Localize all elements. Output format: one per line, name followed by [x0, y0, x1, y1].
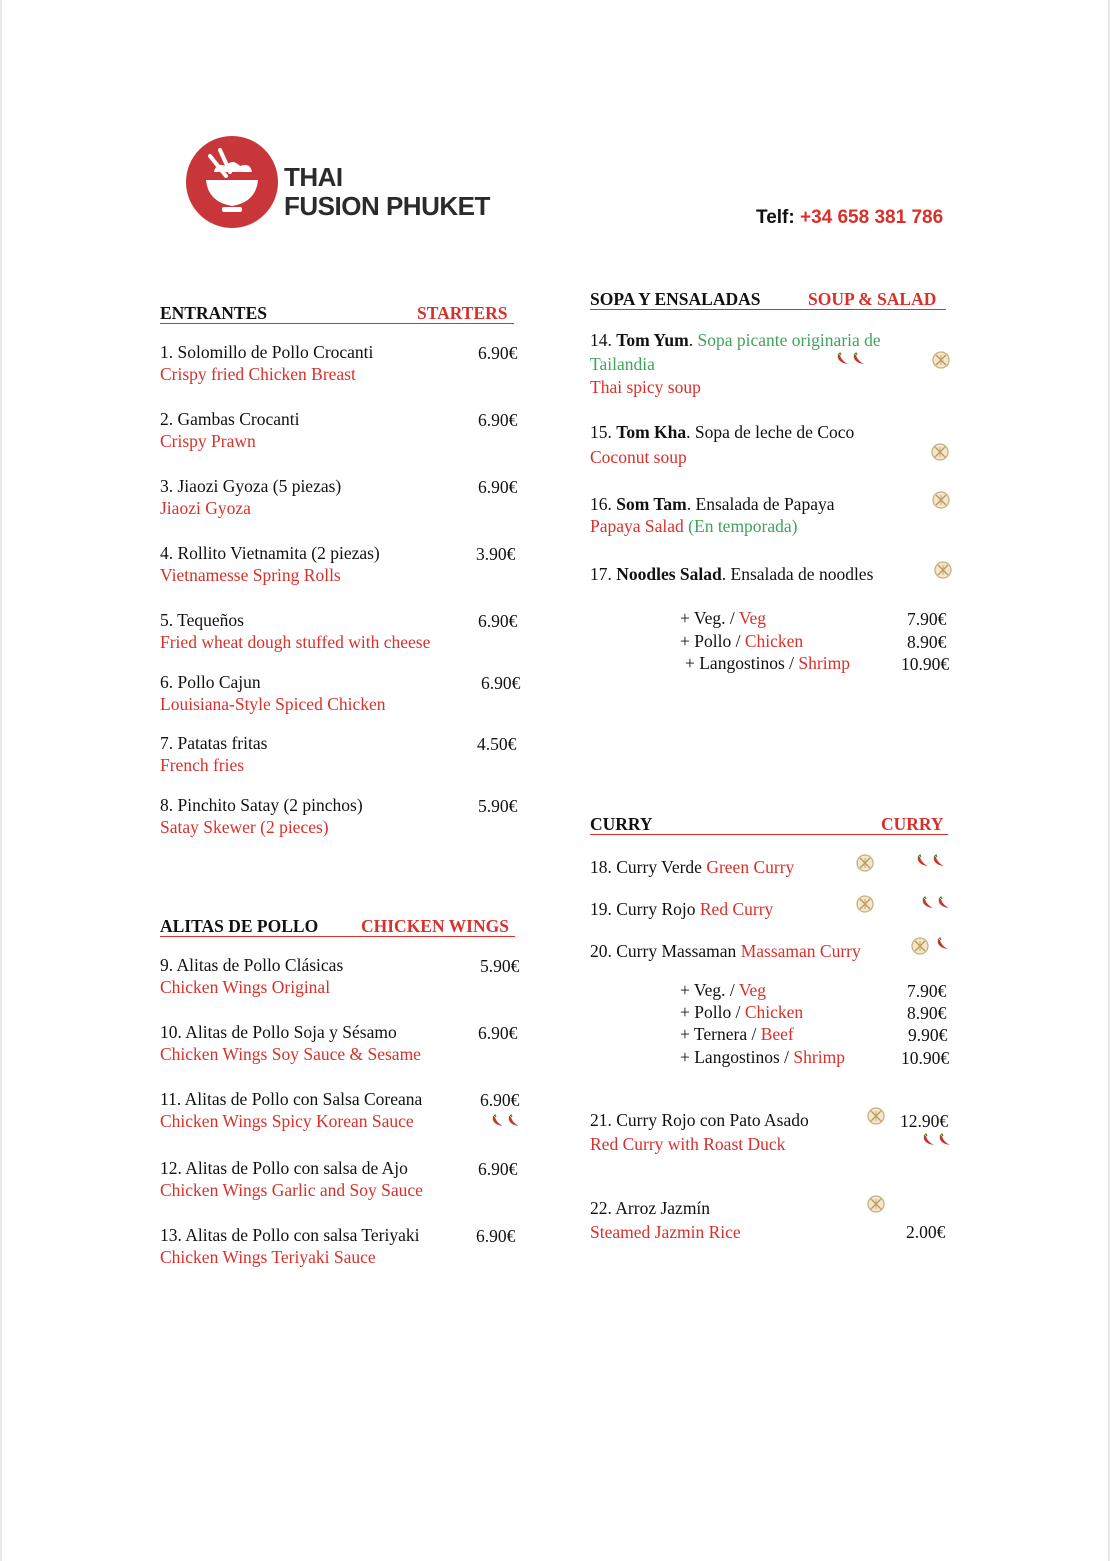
- curry-title-es: CURRY: [590, 814, 653, 834]
- list-item: [160, 1224, 419, 1268]
- item-name-en: Thai spicy soup: [590, 377, 701, 397]
- item-price: 5.90€: [480, 956, 520, 976]
- item-name-es: 22. Arroz Jazmín: [590, 1198, 711, 1218]
- brand-line-1: THAI: [284, 162, 343, 192]
- soup-title-en: SOUP & SALAD: [808, 289, 937, 309]
- chili-icon: [931, 854, 947, 868]
- gluten-free-icon: [866, 1194, 886, 1214]
- list-item: [590, 1197, 741, 1243]
- option-price: 10.90€: [901, 1048, 950, 1068]
- option-price: 8.90€: [907, 632, 947, 652]
- list-item: [160, 732, 267, 776]
- list-item: [160, 408, 299, 452]
- item-name-en: Papaya Salad: [590, 516, 684, 536]
- item-name-en: Satay Skewer (2 pieces): [160, 817, 329, 837]
- item-name-es: 19. Curry Rojo: [590, 899, 700, 919]
- item-name-es: 21. Curry Rojo con Pato Asado: [590, 1110, 809, 1130]
- soup-title-es: SOPA Y ENSALADAS: [590, 289, 761, 309]
- chili-icon: [915, 854, 931, 868]
- item-name-en: Fried wheat dough stuffed with cheese: [160, 632, 431, 652]
- item-note: (En temporada): [688, 516, 798, 536]
- item-price: 5.90€: [478, 796, 518, 816]
- item-name: Som Tam: [616, 494, 687, 514]
- item-name-en: Steamed Jazmin Rice: [590, 1222, 741, 1242]
- item-name-en: Crispy fried Chicken Breast: [160, 364, 356, 384]
- item-en-line: [590, 515, 798, 537]
- gluten-free-icon: [933, 560, 953, 580]
- item-name-es: 3. Jiaozi Gyoza (5 piezas): [160, 476, 342, 496]
- item-name-es: 8. Pinchito Satay (2 pinchos): [160, 795, 363, 815]
- logo: [186, 136, 506, 232]
- brand-line-2: FUSION PHUKET: [284, 191, 490, 221]
- list-item: [160, 341, 373, 385]
- item-name-en: Red Curry: [699, 899, 774, 919]
- item-name-es: 2. Gambas Crocanti: [160, 409, 300, 429]
- item-desc: Sopa picante originaria de: [697, 330, 881, 350]
- option-name-es: + Pollo /: [680, 631, 745, 651]
- item-price: 6.90€: [478, 343, 518, 363]
- list-item: [160, 542, 380, 586]
- list-item: [160, 475, 341, 519]
- list-item: [160, 954, 343, 998]
- item-price: 2.00€: [906, 1222, 946, 1242]
- item-name-en: Red Curry with Roast Duck: [590, 1134, 786, 1154]
- item-price: 4.50€: [477, 734, 517, 754]
- gluten-free-icon: [930, 442, 950, 462]
- option-name-en: Chicken: [744, 1002, 804, 1022]
- item-name-en: Crispy Prawn: [160, 431, 256, 451]
- item-desc: Ensalada de Papaya: [695, 494, 835, 514]
- gluten-free-icon: [855, 894, 875, 914]
- item-price: 6.90€: [478, 1023, 518, 1043]
- item-name: Tom Kha: [616, 422, 687, 442]
- item-name-en: Vietnamesse Spring Rolls: [160, 565, 341, 585]
- list-item: [590, 493, 834, 515]
- chili-icon: [937, 1133, 953, 1147]
- item-name-en: Chicken Wings Soy Sauce & Sesame: [160, 1044, 421, 1064]
- item-price: 6.90€: [478, 611, 518, 631]
- option-name-en: Shrimp: [798, 653, 850, 673]
- option-row: [680, 607, 766, 629]
- option-price: 7.90€: [907, 981, 947, 1001]
- gluten-free-icon: [931, 490, 951, 510]
- chili-icon: [936, 896, 952, 910]
- item-price: 6.90€: [476, 1226, 516, 1246]
- option-name-es: + Pollo /: [680, 1002, 745, 1022]
- chili-icon: [935, 937, 951, 951]
- item-name-en: Jiaozi Gyoza: [160, 498, 251, 518]
- list-item: [160, 1021, 421, 1065]
- item-number: 16.: [590, 494, 612, 514]
- list-item: [160, 1157, 423, 1201]
- item-name-es: 20. Curry Massaman: [590, 941, 741, 961]
- option-row: [680, 1023, 794, 1045]
- item-price: 6.90€: [478, 1159, 518, 1179]
- list-item: [590, 563, 873, 585]
- option-name-en: Veg: [738, 608, 767, 628]
- chili-icon: [835, 352, 851, 366]
- item-name-es: 1. Solomillo de Pollo Crocanti: [160, 342, 374, 362]
- curry-title-en: CURRY: [881, 814, 944, 834]
- wings-title-es: ALITAS DE POLLO: [160, 916, 319, 936]
- chili-icon: [490, 1114, 506, 1128]
- option-row: [680, 979, 766, 1001]
- item-desc-2: Tailandia: [590, 354, 655, 374]
- option-price: 10.90€: [901, 654, 950, 674]
- option-row: [680, 1046, 845, 1068]
- item-dot: .: [688, 330, 694, 350]
- wings-title-en: CHICKEN WINGS: [361, 916, 509, 936]
- list-item: [160, 1088, 422, 1132]
- item-name-en: Green Curry: [706, 857, 795, 877]
- item-number: 15.: [590, 422, 612, 442]
- menu-page: [2, 0, 1108, 1561]
- item-dot: .: [721, 564, 727, 584]
- phone-label: Telf:: [756, 207, 795, 228]
- option-name-en: Veg: [738, 980, 767, 1000]
- item-number: 14.: [590, 330, 612, 350]
- option-name-es: + Langostinos /: [685, 653, 799, 673]
- list-item: [590, 898, 773, 920]
- item-name-en: Chicken Wings Teriyaki Sauce: [160, 1247, 376, 1267]
- item-name-es: 6. Pollo Cajun: [160, 672, 261, 692]
- item-name-en: Chicken Wings Spicy Korean Sauce: [160, 1111, 414, 1131]
- gluten-free-icon: [910, 936, 930, 956]
- item-price: 12.90€: [900, 1111, 949, 1131]
- item-price: 6.90€: [478, 477, 518, 497]
- list-item: [590, 1109, 809, 1155]
- option-row: [680, 630, 803, 652]
- item-name: Tom Yum: [616, 330, 689, 350]
- item-name-en: French fries: [160, 755, 245, 775]
- item-name-es: 10. Alitas de Pollo Soja y Sésamo: [160, 1022, 397, 1042]
- bowl-logo-icon: [186, 136, 278, 228]
- item-desc: Ensalada de noodles: [730, 564, 874, 584]
- item-dot: .: [686, 422, 691, 442]
- list-item: [590, 856, 794, 878]
- item-name-es: 11. Alitas de Pollo con Salsa Coreana: [160, 1089, 423, 1109]
- chili-icon: [851, 352, 867, 366]
- option-row: [685, 652, 850, 674]
- item-desc: Sopa de leche de Coco: [694, 422, 855, 442]
- item-name-es: 13. Alitas de Pollo con salsa Teriyaki: [160, 1225, 420, 1245]
- option-name-en: Beef: [760, 1024, 794, 1044]
- item-price: 3.90€: [476, 544, 516, 564]
- item-number: 17.: [590, 564, 612, 584]
- option-name-en: Chicken: [744, 631, 804, 651]
- chili-icon: [920, 896, 936, 910]
- item-name-en: Chicken Wings Garlic and Soy Sauce: [160, 1180, 423, 1200]
- item-dot: .: [686, 494, 692, 514]
- item-name-es: 9. Alitas de Pollo Clásicas: [160, 955, 344, 975]
- starters-title-en: STARTERS: [417, 303, 508, 323]
- phone-line: [756, 207, 943, 229]
- starters-title-es: ENTRANTES: [160, 303, 267, 323]
- phone-number[interactable]: +34 658 381 786: [799, 207, 944, 228]
- list-item: [590, 421, 854, 443]
- item-price: 6.90€: [481, 673, 521, 693]
- list-item: [160, 794, 363, 838]
- option-price: 8.90€: [907, 1003, 947, 1023]
- gluten-free-icon: [931, 350, 951, 370]
- item-name-es: 5. Tequeños: [160, 610, 244, 630]
- gluten-free-icon: [866, 1106, 886, 1126]
- option-name-en: Shrimp: [793, 1047, 845, 1067]
- item-name-es: 18. Curry Verde: [590, 857, 707, 877]
- list-item: [590, 940, 861, 962]
- option-name-es: + Veg. /: [680, 608, 739, 628]
- option-name-es: + Ternera /: [680, 1024, 761, 1044]
- item-name-en: Massaman Curry: [740, 941, 861, 961]
- item-name-es: 4. Rollito Vietnamita (2 piezas): [160, 543, 380, 563]
- item-name-en: Louisiana-Style Spiced Chicken: [160, 694, 386, 714]
- list-item: [160, 609, 430, 653]
- option-row: [680, 1001, 803, 1023]
- option-price: 7.90€: [907, 609, 947, 629]
- item-name-en: Coconut soup: [590, 447, 687, 467]
- list-item: [590, 329, 881, 351]
- item-name-en: Chicken Wings Original: [160, 977, 331, 997]
- chili-icon: [506, 1114, 522, 1128]
- item-price: 6.90€: [478, 410, 518, 430]
- item-name: Noodles Salad: [616, 564, 722, 584]
- chili-icon: [921, 1133, 937, 1147]
- option-name-es: + Langostinos /: [680, 1047, 794, 1067]
- item-price: 6.90€: [480, 1090, 520, 1110]
- item-name-es: 12. Alitas de Pollo con salsa de Ajo: [160, 1158, 408, 1178]
- list-item: [160, 671, 386, 715]
- gluten-free-icon: [855, 853, 875, 873]
- option-name-es: + Veg. /: [680, 980, 739, 1000]
- option-price: 9.90€: [908, 1025, 948, 1045]
- item-name-es: 7. Patatas fritas: [160, 733, 268, 753]
